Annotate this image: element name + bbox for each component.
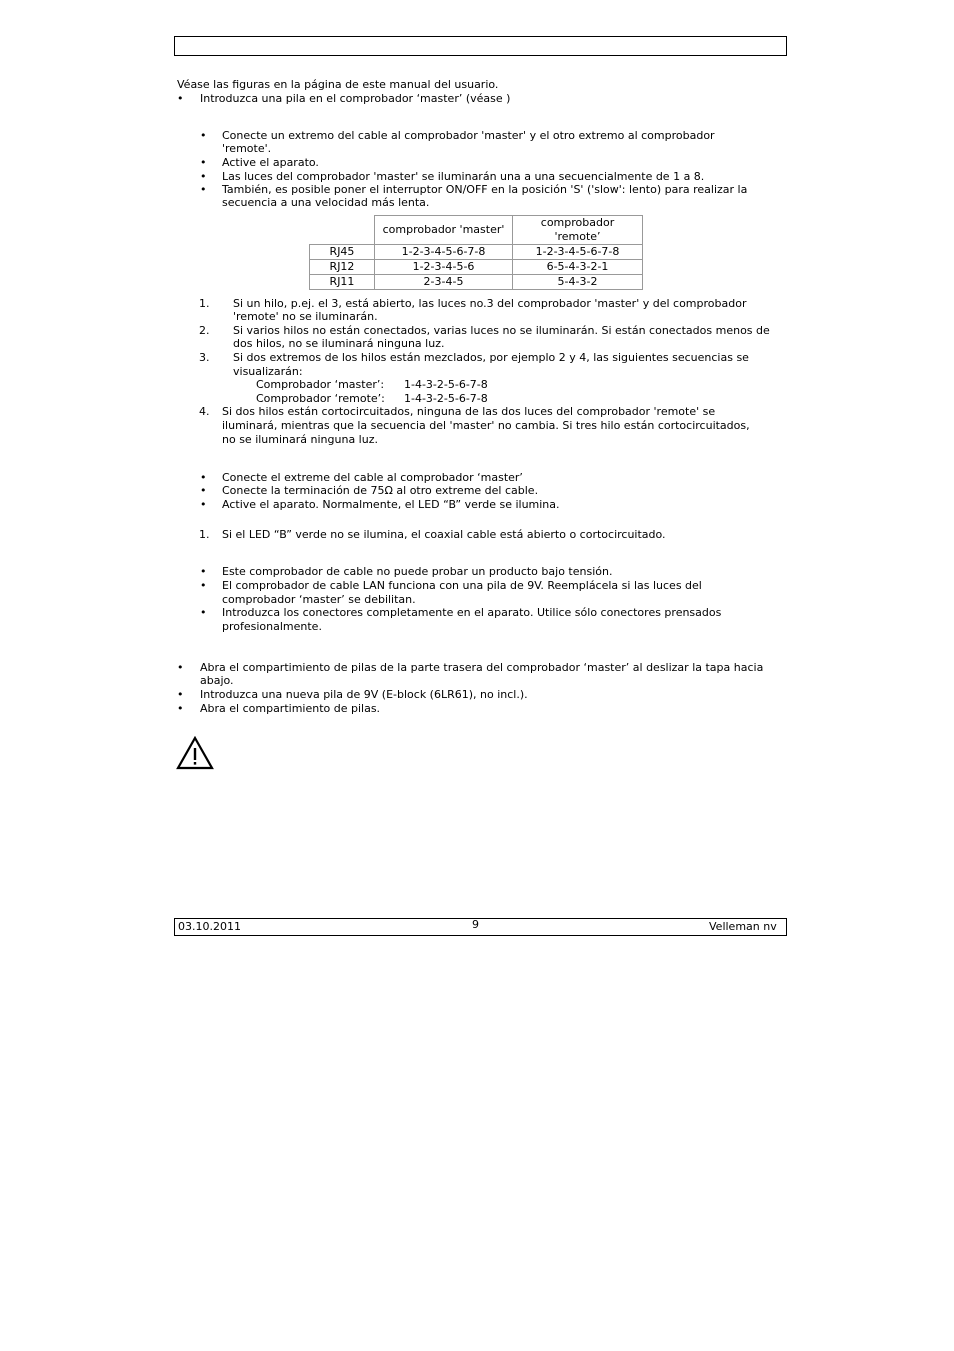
list-number: 4.	[199, 405, 210, 418]
table-row	[310, 245, 643, 260]
footer-box	[174, 918, 787, 936]
sequence-remote-value: 1-4-3-2-5-6-7-8	[404, 392, 488, 405]
list-number: 3.	[199, 351, 210, 364]
list-item: profesionalmente.	[222, 620, 322, 633]
sequence-master-label: Comprobador ‘master’:	[256, 378, 385, 391]
bullet-dot: •	[177, 661, 184, 674]
table-cell: RJ12	[310, 260, 375, 275]
list-item: Si un hilo, p.ej. el 3, está abierto, las luces no.3 del comprobador 'master' y del comprobador	[233, 297, 747, 310]
list-item: Si dos hilos están cortocircuitados, ninguna de las dos luces del comprobador 'remote' se	[222, 405, 716, 418]
bullet-dot: •	[177, 702, 184, 715]
list-item: dos hilos, no se iluminará ninguna luz.	[233, 337, 445, 350]
list-item: 'remote' no se iluminarán.	[233, 310, 378, 323]
list-item: Active el aparato. Normalmente, el LED “B” verde se ilumina.	[222, 498, 560, 511]
warning-triangle-icon	[176, 736, 214, 770]
list-item: Si dos extremos de los hilos están mezclados, por ejemplo 2 y 4, las siguientes secuencias se	[233, 351, 749, 364]
table-cell: 5-4-3-2	[513, 275, 643, 290]
bullet-dot: •	[200, 484, 207, 497]
list-item: Abra el compartimiento de pilas.	[200, 702, 381, 715]
table-cell: 6-5-4-3-2-1	[513, 260, 643, 275]
footer-page-number: 9	[472, 918, 479, 931]
list-item: Conecte el extreme del cable al comprobador ‘master’	[222, 471, 523, 484]
list-item: Las luces del comprobador 'master' se iluminarán una a una secuencialmente de 1 a 8.	[222, 170, 705, 183]
list-item: Introduzca una nueva pila de 9V (E-block (6LR61), no incl.).	[200, 688, 528, 701]
bullet-dot: •	[200, 498, 207, 511]
intro-line: Véase las figuras en la página de este manual del usuario.	[177, 78, 499, 91]
sequence-table	[309, 215, 643, 290]
footer-date: 03.10.2011	[178, 920, 241, 933]
intro-bullet: Introduzca una pila en el comprobador ‘master’ (véase )	[200, 92, 511, 105]
list-item: Conecte la terminación de 75Ω al otro extreme del cable.	[222, 484, 539, 497]
list-number: 1.	[199, 297, 210, 310]
list-item: El comprobador de cable LAN funciona con una pila de 9V. Reemplácela si las luces del	[222, 579, 702, 592]
bullet-dot: •	[200, 156, 207, 169]
sequence-remote-label: Comprobador ‘remote’:	[256, 392, 385, 405]
list-item: Introduzca los conectores completamente en el aparato. Utilice sólo conectores prensados	[222, 606, 722, 619]
bullet-dot: •	[200, 606, 207, 619]
list-item: no se iluminará ninguna luz.	[222, 433, 378, 446]
list-item: abajo.	[200, 674, 234, 687]
table-cell: RJ11	[310, 275, 375, 290]
list-item: Si varios hilos no están conectados, varias luces no se iluminarán. Si están conectados menos de	[233, 324, 770, 337]
bullet-dot: •	[200, 565, 207, 578]
table-cell: RJ45	[310, 245, 375, 260]
list-item: comprobador ‘master’ se debilitan.	[222, 593, 416, 606]
bullet-dot: •	[200, 183, 207, 196]
table-header-cell: comprobador 'master'	[375, 216, 513, 245]
bullet-dot: •	[200, 471, 207, 484]
table-header-cell	[310, 216, 375, 245]
table-header-row	[310, 216, 643, 245]
list-item: secuencia a una velocidad más lenta.	[222, 196, 430, 209]
bullet-dot: •	[200, 170, 207, 183]
list-item: iluminará, mientras que la secuencia del 'master' no cambia. Si tres hilo están cortocircuitados,	[222, 419, 750, 432]
list-item: Este comprobador de cable no puede probar un producto bajo tensión.	[222, 565, 613, 578]
table-cell: 1-2-3-4-5-6-7-8	[375, 245, 513, 260]
table-cell: 1-2-3-4-5-6	[375, 260, 513, 275]
header-box	[174, 36, 787, 56]
list-item: Conecte un extremo del cable al comprobador 'master' y el otro extremo al comprobador	[222, 129, 715, 142]
list-item: 'remote'.	[222, 142, 272, 155]
list-number: 1.	[199, 528, 210, 541]
sequence-master-value: 1-4-3-2-5-6-7-8	[404, 378, 488, 391]
list-item: Active el aparato.	[222, 156, 319, 169]
list-item: Si el LED “B” verde no se ilumina, el coaxial cable está abierto o cortocircuitado.	[222, 528, 666, 541]
table-row	[310, 260, 643, 275]
table-cell: 1-2-3-4-5-6-7-8	[513, 245, 643, 260]
bullet-dot: •	[177, 92, 184, 105]
list-number: 2.	[199, 324, 210, 337]
bullet-dot: •	[177, 688, 184, 701]
list-item: visualizarán:	[233, 365, 303, 378]
bullet-dot: •	[200, 129, 207, 142]
table-cell: 2-3-4-5	[375, 275, 513, 290]
list-item: También, es posible poner el interruptor ON/OFF en la posición 'S' ('slow': lento) para realizar la	[222, 183, 748, 196]
table-header-cell: comprobador 'remote’	[513, 216, 643, 245]
list-item: Abra el compartimiento de pilas de la parte trasera del comprobador ‘master’ al deslizar la tapa hacia	[200, 661, 764, 674]
footer-company: Velleman nv	[709, 920, 777, 933]
bullet-dot: •	[200, 579, 207, 592]
table-row	[310, 275, 643, 290]
